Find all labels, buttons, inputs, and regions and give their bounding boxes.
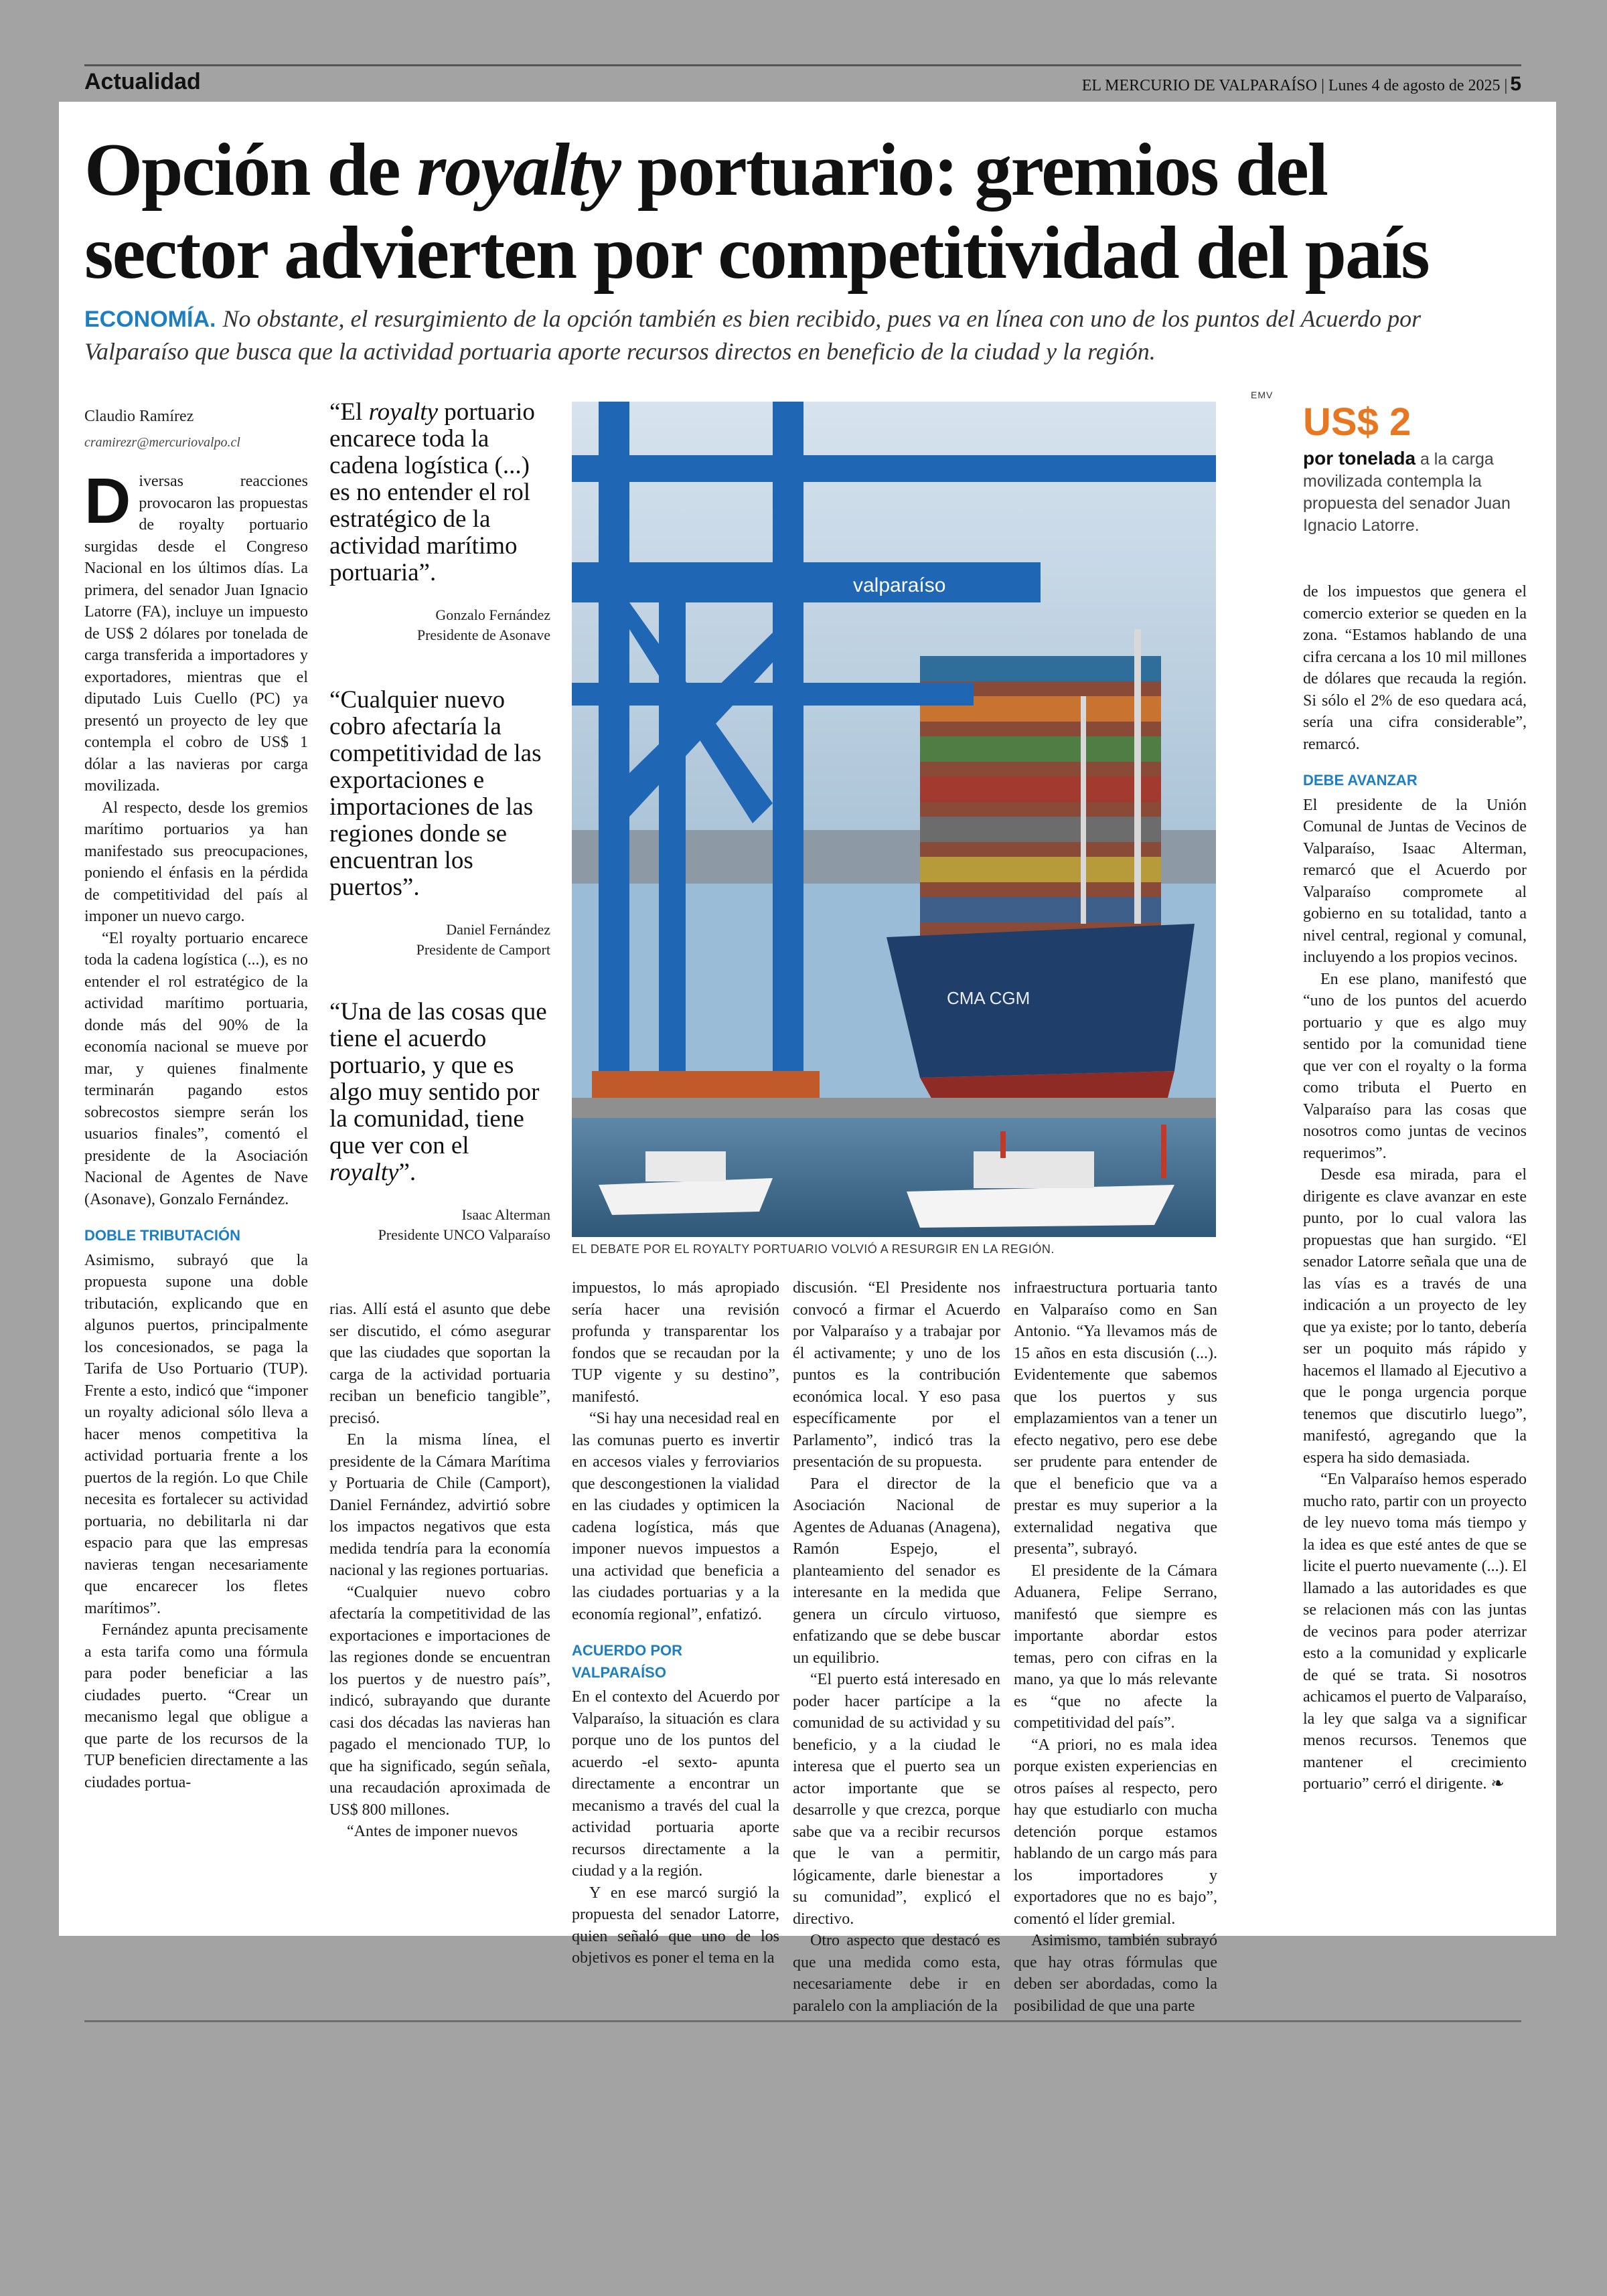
section-name: Actualidad	[84, 69, 201, 94]
bottom-rule	[84, 2020, 1521, 2022]
credit: EMV	[1251, 390, 1274, 400]
column-2	[329, 1299, 550, 1843]
col4-p0: discusión. “El Presidente nos convocó a firmar el Acuerdo por Valparaíso y a trabajar por él activamente; y uno de los puntos es la contribución económica local. Y eso pasa específicamente por el Parlamento”, indicó tras la presentación de su propuesta.	[793, 1279, 1000, 1471]
col3-p0: impuestos, lo más apropiado sería hacer una revisión profunda y transparentar los fondos que se recaudan por la TUP vigente y su destino”, manifestó.	[572, 1279, 779, 1406]
quay	[572, 1098, 1216, 1118]
lead-paragraph	[84, 465, 308, 797]
col4-p2: “El puerto está interesado en poder hacer partícipe a la comunidad de su actividad y su beneficio, y a la ciudad le interesa que el puerto sea un actor importante que se desarrolle y que crezca, porque sabe que va a recibir recursos que le van a permitir, lógicamente, darle bienestar a su comunidad”, explicó el directivo.	[793, 1671, 1000, 1928]
col5-p2: “A priori, no es mala idea porque existen experiencias en otros países al respecto, pero hay que estudiarlo con mucha detención porque estamos hablando de un cargo más para los importadores y exportadores que no es bajo”, comentó el líder gremial.	[1014, 1736, 1217, 1928]
col5-p0: infraestructura portuaria tanto en Valparaíso como en San Antonio. “Ya llevamos más de 15 años en esta discusión (...). Evidentemente que sabemos que los puertos y sus emplazamientos van a tener un efecto negativo, pero ese debe ser prudente para entender de que el beneficio que va a prestar es muy superior a la externalidad negativa que presenta”, subrayó.	[1014, 1279, 1217, 1558]
pull-quote-text-c: portuario encarece toda la cadena logística (...) es no entender el rol estratégico de la actividad marítimo portuaria”.	[329, 398, 535, 586]
pull-quote-text	[329, 399, 550, 586]
col3-p4: Y en ese marcó surgió la propuesta del senador Latorre, quien señaló que uno de los objetivos es poner el tema en la	[572, 1884, 779, 1967]
pull-quote-attribution	[329, 1205, 550, 1245]
quote-name: Gonzalo Fernández	[435, 606, 550, 623]
crane-label: valparaíso	[853, 574, 946, 596]
byline: Claudio Ramírez	[84, 408, 194, 425]
column-3	[572, 1277, 779, 1969]
col1-p1: Al respecto, desde los gremios marítimo portuarios ya han manifestado sus preocupaciones, poniendo el énfasis en la pérdida de competitividad del país al imponer un nuevo cargo.	[84, 799, 308, 925]
folio-text: EL MERCURIO DE VALPARAÍSO | Lunes 4 de agosto de 2025 |	[1081, 77, 1508, 94]
stat-value: US$ 2	[1303, 400, 1411, 444]
headline-part1: Opción de	[84, 129, 417, 212]
page-number: 5	[1510, 73, 1521, 95]
pull-quote-text-a: “El	[329, 398, 369, 426]
col1-p4: Asimismo, subrayó que la propuesta supone una doble tributación, explicando que en algunos puertos, principalmente los concesionados, se paga la Tarifa de Uso Portuario (TUP). Frente a esto, indicó que “imponer un royalty adicional sólo lleva a hacer menos competitiva la actividad portuaria frente a los puertos de la región. Lo que Chile necesita es fortalecer su actividad portuaria, no debilitarla ni dar espacio para que las empresas navieras tengan necesariamente que encarecer los fletes marítimos”.	[84, 1251, 308, 1617]
col5-p3: Asimismo, también subrayó que hay otras fórmulas que deben ser abordadas, como la posibilidad de que una parte	[1014, 1932, 1217, 2015]
column-1	[84, 406, 308, 1793]
col2-p2: “Cualquier nuevo cobro afectaría la competitividad de las exportaciones e importaciones de las regiones donde se encuentran los puertos y de nuestro país”, indicó, subrayando que durante casi dos décadas las navieras han pagado el mencionado TUP, lo que ha significado, según señala, una recaudación aproximada de US$ 800 millones.	[329, 1583, 550, 1819]
col6-p0: de los impuestos que genera el comercio exterior se queden en la zona. “Estamos hablando de una cifra cercana a los 10 mil millones de dólares que recauda la región. Si sólo el 2% de eso quedara acá, sería una cifra considerable”, remarcó.	[1303, 583, 1527, 753]
col6-p5: “En Valparaíso hemos esperado mucho rato, partir con un proyecto de ley nuevo toma más tiempo y la idea es que esté antes de que se licite el puerto nuevamente (...). El llamado a las autoridades es que se relacionen más con las juntas de vecinos para poder aterrizar esto a la comunidad y explicarle de qué se trata. Si nosotros achicamos el puerto de Valparaíso, la ley que salga va a significar menos recursos. Tenemos que mantener el crecimiento portuario” cerró el dirigente. ❧	[1303, 1471, 1527, 1793]
headline-royalty: royalty	[416, 129, 620, 212]
quote-role: Presidente de Camport	[416, 941, 550, 958]
pull-quote-3	[329, 999, 550, 1245]
dropcap: D	[84, 465, 131, 537]
ship-hull	[887, 924, 1195, 1078]
col6-p2: El presidente de la Unión Comunal de Juntas de Vecinos de Valparaíso, Isaac Alterman, remarcó que el Acuerdo por Valparaíso compromete al gobierno en su totalidad, tanto a nivel central, regional y comunal, incluyendo a los propios vecinos.	[1303, 796, 1527, 966]
quote-role: Presidente de Asonave	[416, 627, 550, 643]
subhead-acuerdo-por-valparaiso: ACUERDO POR VALPARAÍSO	[572, 1642, 683, 1681]
port-photo	[572, 402, 1216, 1237]
col1-p5: Fernández apunta precisamente a esta tarifa como una fórmula para poder beneficiar a las ciudades puerto. “Crear un mecanismo legal que obligue a que parte de los recursos de la TUP beneficien directamente a las ciudades portua-	[84, 1621, 308, 1791]
headline	[84, 129, 1524, 295]
col3-p3: En el contexto del Acuerdo por Valparaíso, la situación es clara porque uno de los puntos del acuerdo -el sexto- apunta directamente a encontrar un mecanismo a través del cual la actividad portuaria aporte recursos directamente a la ciudad y a la región.	[572, 1688, 779, 1880]
pull-quote-text-a: “Una de las cosas que tiene el acuerdo portuario, y que es algo muy sentido por la comunidad, tiene que ver con el	[329, 998, 547, 1159]
col4-p3: Otro aspecto que destacó es que una medida como esta, necesariamente debe ir en paralelo con la ampliación de la	[793, 1932, 1000, 2015]
pull-quote-attribution	[329, 605, 550, 645]
subhead-doble-tributacion: DOBLE TRIBUTACIÓN	[84, 1227, 241, 1244]
pull-quote-text-b: royalty	[329, 1159, 399, 1186]
photo-caption: EL DEBATE POR EL ROYALTY PORTUARIO VOLVIÓ A RESURGIR EN LA REGIÓN.	[572, 1242, 1055, 1256]
column-6	[1303, 581, 1527, 1795]
column-5	[1014, 1277, 1217, 2017]
col2-p3: “Antes de imponer nuevos	[347, 1823, 518, 1840]
folio	[1082, 73, 1521, 96]
pull-quote-2	[329, 687, 550, 960]
port-photo-illustration	[572, 402, 1216, 1237]
pull-quote-text	[329, 687, 550, 901]
pull-quote-text-a: “Cualquier nuevo cobro afectaría la competitividad de las exportaciones e importaciones de las regiones donde se encuentran los puertos”.	[329, 686, 542, 901]
quote-role: Presidente UNCO Valparaíso	[378, 1226, 550, 1243]
deck	[84, 303, 1524, 367]
pull-quote-1	[329, 399, 550, 645]
col4-p1: Para el director de la Asociación Nacional de Agentes de Aduanas (Anagena), Ramón Espejo, el planteamiento del senador es interesante en la medida que genera un círculo virtuoso, enfatizando que se debe buscar un equilibrio.	[793, 1475, 1000, 1667]
deck-text: No obstante, el resurgimiento de la opción también es bien recibido, pues va en línea con uno de los puntos del Acuerdo por Valparaíso que busca que la actividad portuaria aporte recursos directos en beneficio de la ciudad y la región.	[84, 305, 1422, 365]
stat-box	[1303, 400, 1531, 537]
col1-p2: “El royalty portuario encarece toda la cadena logística (...), es no entender el rol estratégico de la actividad marítimo portuaria, donde más del 90% de la economía nacional se mueve por mar, y quienes finalmente terminarán pagando estos sobrecostos siempre serán los usuarios finales”, comentó el presidente de la Asociación Nacional de Agentes de Nave (Asonave), Gonzalo Fernández.	[84, 929, 308, 1208]
article-sheet	[59, 102, 1556, 2015]
col6-p4: Desde esa mirada, para el dirigente es clave avanzar en este punto, por lo cual valora las propuestas que han surgido. “El senador Latorre señala que una de las vías es a través de una indicación a un proyecto de ley que ya existe; por lo tanto, debería ser un poquito más rápido y hacemos el llamado al Ejecutivo a que le ponga urgencia porque tenemos que discutirlo luego”, manifestó, agregando que la espera ha sido demasiada.	[1303, 1166, 1527, 1467]
col5-p1: El presidente de la Cámara Aduanera, Felipe Serrano, manifestó que siempre es importante abordar estos temas, pero con cifras en la mano, ya que lo más relevante es “que no afecte la competitividad del país”.	[1014, 1562, 1217, 1732]
col2-p1: En la misma línea, el presidente de la Cámara Marítima y Portuaria de Chile (Camport), Daniel Fernández, advirtió sobre los impactos negativos que esta medida tendría para la economía nacional y las regiones portuarias.	[329, 1431, 550, 1579]
col1-p0: iversas reacciones provocaron las propuestas de royalty portuario surgidas desde el Congreso Nacional en los últimos días. La primera, del senador Juan Ignacio Latorre (FA), incluye un impuesto de US$ 2 dólares por tonelada de carga transferida a importadores y exportadores, mientras que el diputado Luis Cuello (PC) ya presentó un proyecto de ley que contempla el cobro de US$ 1 dólar a las navieras por carga movilizada.	[84, 473, 308, 795]
deck-kicker: ECONOMÍA.	[84, 307, 216, 332]
quote-name: Isaac Alterman	[461, 1206, 550, 1223]
pull-quote-text-c: ”.	[398, 1159, 416, 1186]
top-bar	[84, 64, 1521, 99]
subhead-debe-avanzar: DEBE AVANZAR	[1303, 772, 1418, 789]
stat-bold: por tonelada	[1303, 448, 1416, 469]
stat-text	[1303, 447, 1531, 537]
author-email: cramirezr@mercuriovalpo.cl	[84, 434, 240, 450]
pull-quote-attribution	[329, 920, 550, 960]
pull-quote-text	[329, 999, 550, 1186]
pull-quote-text-b: royalty	[368, 398, 438, 426]
col2-p0: rias. Allí está el asunto que debe ser discutido, el cómo asegurar que las ciudades que soportan la carga de la actividad portuaria reciban un beneficio tangible”, precisó.	[329, 1301, 550, 1427]
column-4	[793, 1277, 1000, 2017]
ship-name: CMA CGM	[947, 988, 1030, 1008]
col6-p3: En ese plano, manifestó que “uno de los puntos del acuerdo portuario y que es algo muy sentido por la comunidad tiene que ver con el royalty o la forma como tributa el Puerto en Valparaíso para las cosas que nosotros como juntas de vecinos requerimos”.	[1303, 970, 1527, 1162]
col3-p1: “Si hay una necesidad real en las comunas puerto es invertir en accesos viales y ferroviarios que descongestionen la vialidad en las ciudades y optimicen la cadena logística, más que imponer nuevos impuestos a una actividad que beneficia a las ciudades portuarias y a la economía regional”, enfatizó.	[572, 1410, 779, 1623]
quote-name: Daniel Fernández	[446, 921, 550, 938]
headline-part3: portuario: gremios del sector advierten por competitividad del país	[84, 129, 1429, 295]
stat-description: a la carga movilizada contempla la propuesta del senador Juan Ignacio Latorre.	[1303, 450, 1511, 535]
